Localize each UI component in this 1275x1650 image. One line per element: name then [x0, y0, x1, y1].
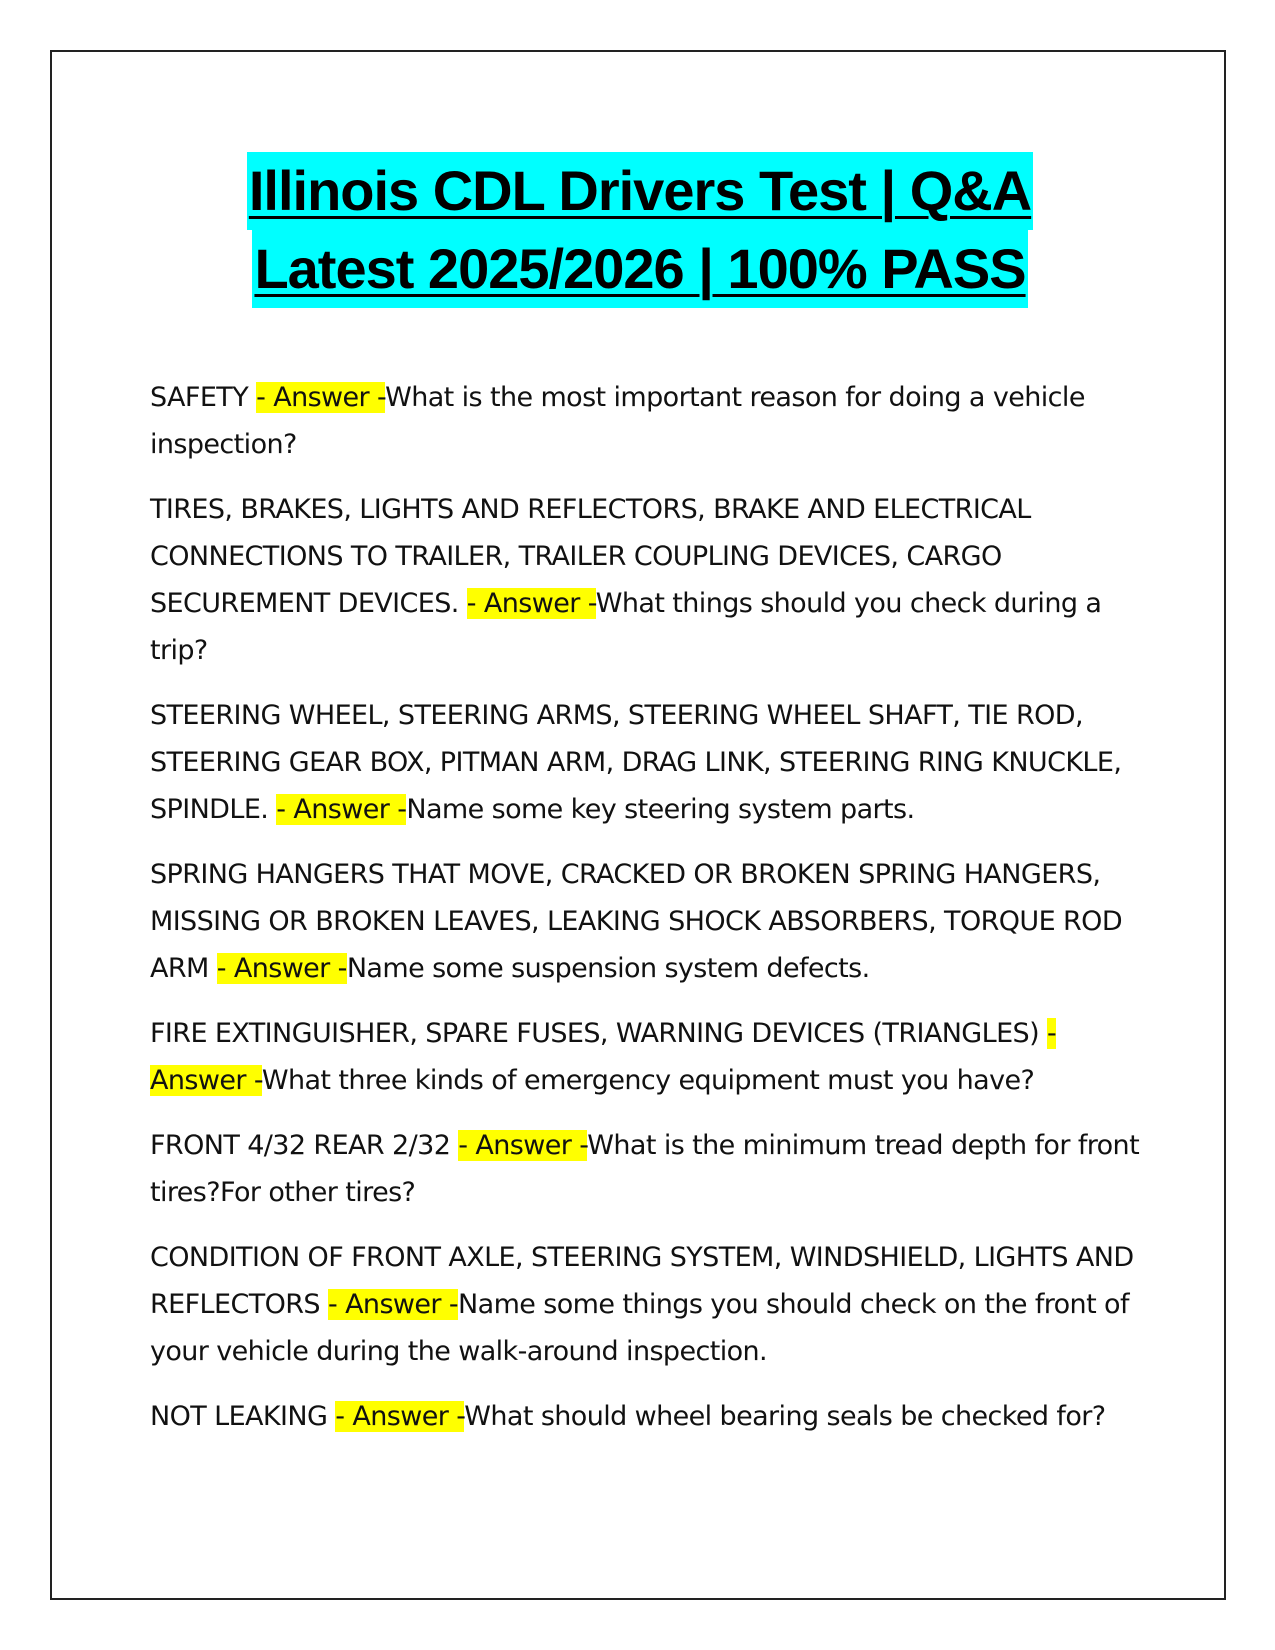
qa-item	[150, 1393, 1150, 1440]
title-line-1: Illinois CDL Drivers Test | Q&A	[247, 152, 1033, 230]
question-text: What three kinds of emergency equipment must you have?	[261, 1065, 1035, 1096]
qa-item	[150, 692, 1150, 833]
qa-item	[150, 851, 1150, 992]
question-text: What things should you check during a trip?	[150, 588, 1102, 666]
answer-text: SAFETY	[150, 382, 257, 413]
answer-text: FIRE EXTINGUISHER, SPARE FUSES, WARNING DEVICES (TRIANGLES)	[150, 1018, 1047, 1049]
answer-text: STEERING WHEEL, STEERING ARMS, STEERING WHEEL SHAFT, TIE ROD, STEERING GEAR BOX, PITMAN ARM, DRAG LINK, STEERING RING KNUCKLE, SPINDLE.	[150, 700, 1122, 825]
question-text: Name some things you should check on the front of your vehicle during the walk-around inspection.	[150, 1289, 1129, 1367]
qa-item	[150, 1234, 1150, 1375]
answer-marker: - Answer -	[276, 794, 407, 825]
answer-text: NOT LEAKING	[150, 1401, 336, 1432]
answer-text: TIRES, BRAKES, LIGHTS AND REFLECTORS, BRAKE AND ELECTRICAL CONNECTIONS TO TRAILER, TRAILER COUPLING DEVICES, CARGO SECUREMENT DEVICES.	[150, 494, 1031, 619]
answer-marker: - Answer -	[335, 1401, 465, 1432]
question-text: What is the minimum tread depth for front tires?For other tires?	[150, 1130, 1140, 1208]
question-text: Name some key steering system parts.	[406, 794, 915, 825]
question-text: Name some suspension system defects.	[346, 953, 870, 984]
qa-item	[150, 486, 1150, 674]
document-title	[52, 152, 1228, 308]
answer-marker: - Answer -	[150, 1018, 1057, 1096]
answer-marker: - Answer -	[458, 1130, 588, 1161]
qa-list	[150, 374, 1150, 1458]
answer-marker: - Answer -	[327, 1289, 459, 1320]
answer-text: SPRING HANGERS THAT MOVE, CRACKED OR BROKEN SPRING HANGERS, MISSING OR BROKEN LEAVES, LEAKING SHOCK ABSORBERS, TORQUE ROD ARM	[150, 859, 1123, 984]
question-text: What is the most important reason for doing a vehicle inspection?	[150, 382, 1085, 460]
qa-item	[150, 1010, 1150, 1104]
answer-text: CONDITION OF FRONT AXLE, STEERING SYSTEM, WINDSHIELD, LIGHTS AND REFLECTORS	[150, 1242, 1134, 1320]
qa-item	[150, 374, 1150, 468]
question-text: What should wheel bearing seals be checked for?	[464, 1401, 1106, 1432]
title-line-2: Latest 2025/2026 | 100% PASS	[252, 230, 1027, 308]
answer-marker: - Answer -	[466, 588, 596, 619]
qa-item	[150, 1122, 1150, 1216]
answer-text: FRONT 4/32 REAR 2/32	[150, 1130, 459, 1161]
page-frame	[50, 50, 1226, 1600]
answer-marker: - Answer -	[256, 382, 386, 413]
answer-marker: - Answer -	[216, 953, 347, 984]
